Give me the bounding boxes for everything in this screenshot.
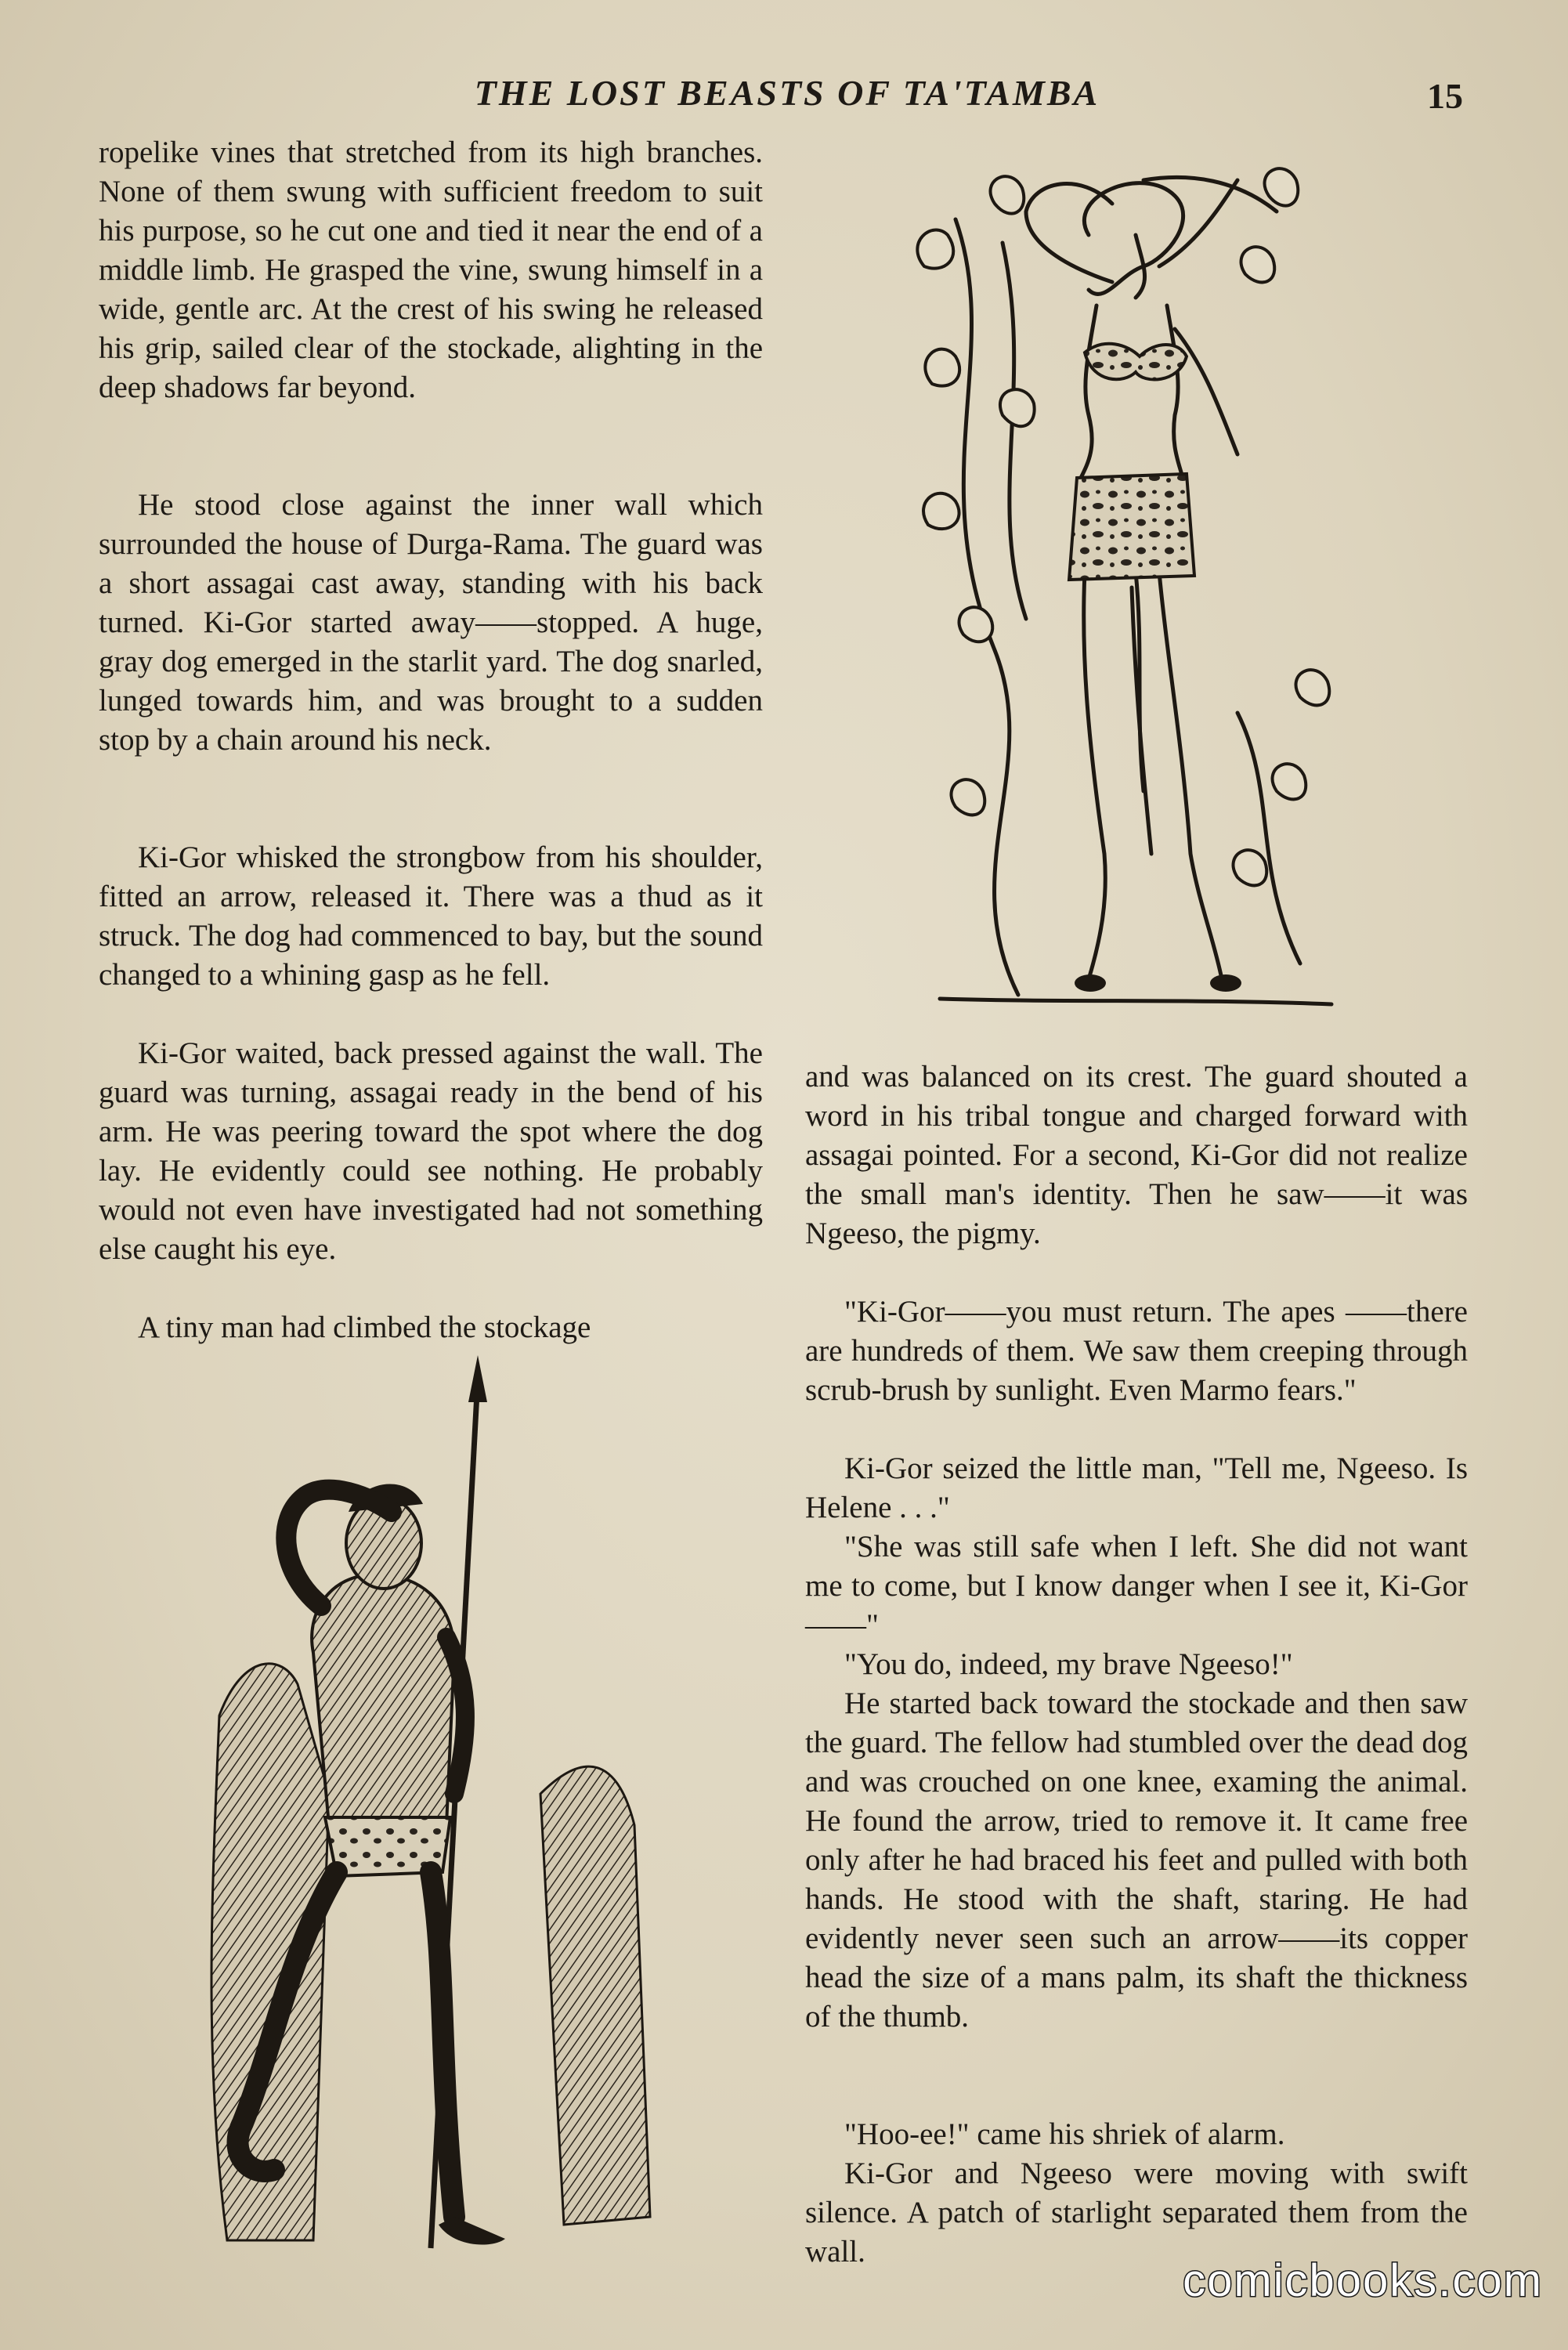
body-paragraph: ropelike vines that stretched from its high branches. None of them swung with sufficient freedom to suit his purpose, so he cut one and tied it near the end of a middle limb. He grasped the vine, swung himself in a wide, gentle arc. At the crest of his swing he released his grip, sailed clear of the stockade, alighting in the deep shadows far beyond.: [99, 136, 763, 404]
body-paragraph: Ki-Gor whisked the strongbow from his shoulder, fitted an arrow, released it. There was a thud as it struck. The dog had commenced to bay, but the sound changed to a whining gasp as he fell.: [99, 841, 763, 992]
body-paragraph: He stood close against the inner wall which surrounded the house of Durga-Rama. The guard was a short assagai cast away, standing with his back turned. Ki-Gor started away——stopped. A huge, gray dog emerged in the starlit yard. The dog snarled, lunged towards him, and was brought to a sudden stop by a chain around his neck.: [99, 488, 763, 757]
body-paragraph: "She was still safe when I left. She did not want me to come, but I know danger when I see it, Ki-Gor——": [805, 1530, 1468, 1642]
body-paragraph: A tiny man had climbed the stockage: [138, 1311, 591, 1344]
body-paragraph: Ki-Gor waited, back pressed against the wall. The guard was turning, assagai ready in the bend of his arm. He was peering toward the spot where the dog lay. He evidently could see nothing. He probably would not even have investigated had not something else caught his eye.: [99, 1036, 763, 1266]
running-title: THE LOST BEASTS OF TA'TAMBA: [474, 73, 1100, 113]
body-paragraph: "Ki-Gor——you must return. The apes ——there are hundreds of them. We saw them creeping through scrub-brush by sunlight. Even Marmo fears.": [805, 1295, 1468, 1407]
page-number: 15: [1427, 76, 1463, 116]
body-paragraph: and was balanced on its crest. The guard shouted a word in his tribal tongue and charged forward with assagai pointed. For a second, Ki-Gor did not realize the small man's identity. Then he saw——it was Ngeeso, the pigmy.: [805, 1060, 1468, 1250]
body-paragraph: Ki-Gor and Ngeeso were moving with swift silence. A patch of starlight separated them from the wall.: [805, 2157, 1468, 2269]
woman-vine-illustration: [909, 149, 1347, 1034]
warrior-spear-illustration: [196, 1355, 666, 2287]
body-paragraph: He started back toward the stockade and then saw the guard. The fellow had stumbled over the dead dog and was crouched on one knee, examing the animal. He found the arrow, tried to remove it. It came free only after he had braced his feet and pulled with both hands. He stood with the shaft, staring. He had evidently never seen such an arrow——its copper head the size of a mans palm, its shaft the thickness of the thumb.: [805, 1687, 1468, 2034]
watermark-text: comicbooks.com: [1183, 2255, 1543, 2306]
body-paragraph: "Hoo-ee!" came his shriek of alarm.: [844, 2117, 1285, 2151]
body-paragraph: Ki-Gor seized the little man, "Tell me, Ngeeso. Is Helene . . .": [805, 1452, 1468, 1524]
body-paragraph: "You do, indeed, my brave Ngeeso!": [844, 1647, 1293, 1681]
